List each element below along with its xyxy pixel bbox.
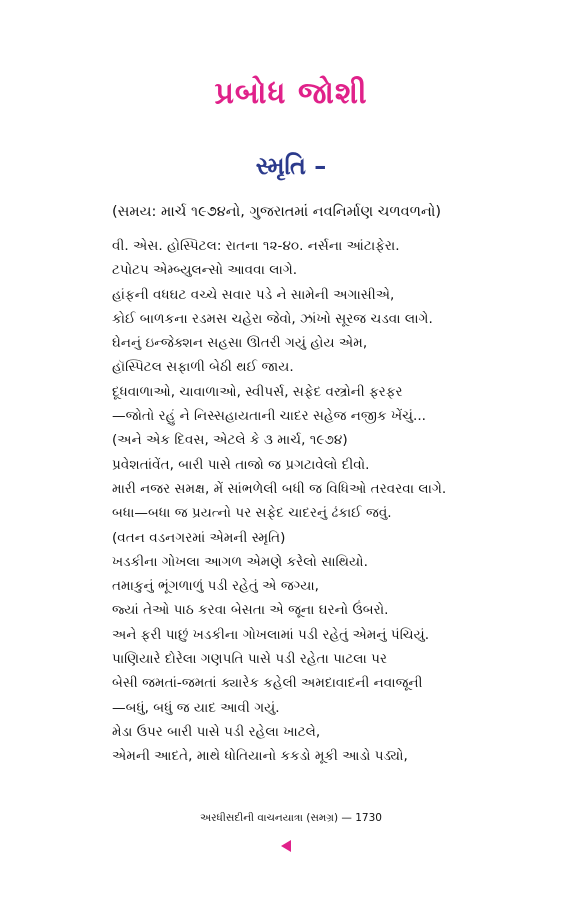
poem-line: ખડકીના ગોખલા આગળ એમણે કરેલો સાથિયો.	[112, 553, 368, 570]
poem-line: કોઈ બાળકના રડમસ ચહેરા જેવો, ઝાંખો સૂરજ ચડવા લાગે.	[112, 310, 433, 327]
poem-line: બધા—બધા જ પ્રયત્નો પર સફેદ ચાદરનું ઢંકાઈ જવું.	[112, 505, 392, 522]
poem-subtitle: (સમય: માર્ચ ૧૯૭૪નો, ગુજરાતમાં નવનિર્માણ ચળવળનો)	[112, 204, 442, 220]
poem-title: સ્મૃતિ –	[255, 152, 327, 180]
poem-line: મેડા ઉપર બારી પાસે પડી રહેલા ખાટલે,	[112, 723, 321, 740]
triangle-left-icon[interactable]	[281, 840, 291, 852]
poem-line: હૉસ્પિટલ સફાળી બેઠી થઈ જાય.	[112, 359, 294, 376]
poem-line: એમની આદતે, માથે ધોતિયાનો કકડો મૂકી આડો પડ્યો,	[112, 748, 408, 765]
page-footer: અરધીસદીની વાચનયાત્રા (સમગ્ર) — 1730	[200, 812, 382, 824]
poem-line: બેસી જમતાં-જમતાં ક્યારેક કહેલી અમદાવાદની નવાજૂની	[112, 675, 423, 692]
poem-line: મારી નજર સમક્ષ, મેં સાંભળેલી બધી જ વિધિઓ તરવરવા લાગે.	[112, 480, 447, 497]
poem-line: —જોતો રહું ને નિસ્સહાયતાની ચાદર સહેજ નજીક ખેંચું...	[112, 408, 426, 425]
poem-line: પ્રવેશતાંવેંત, બારી પાસે તાજો જ પ્રગટાવેલો દીવો.	[112, 456, 370, 473]
poem-line: દૂધવાળાઓ, ચાવાળાઓ, સ્વીપર્સ, સફેદ વસ્ત્રોની ફરફર	[112, 383, 403, 400]
poem-line: પાણિયારે દોરેલા ગણપતિ પાસે પડી રહેતા પાટલા પર	[112, 651, 388, 668]
poem-line: તમાકુનું ભૂંગળાળું પડી રહેતું એ જગ્યા,	[112, 578, 319, 595]
poem-line: વી. એસ. હોસ્પિટલ: રાતના ૧૨-૪૦. નર્સના આંટાફેરા.	[112, 238, 400, 254]
poem-line: હાંફની વધઘટ વચ્ચે સવાર પડે ને સામેની અગાસીએ,	[112, 286, 395, 303]
poem-line: ઘેનનું ઇન્જેક્શન સહસા ઊતરી ગયું હોય એમ,	[112, 335, 368, 352]
author-name: પ્રબોધ જોશી	[214, 76, 368, 111]
poem-body	[112, 234, 532, 769]
poem-line: (વતન વડનગરમાં એમની સ્મૃતિ)	[112, 529, 286, 546]
poem-line: જ્યાં તેઓ પાઠ કરવા બેસતા એ જૂના ઘરનો ઉંબરો.	[112, 602, 389, 619]
poem-line: —બધું, બધું જ યાદ આવી ગયું.	[112, 699, 280, 716]
poem-line: ટપોટપ એમ્બ્યુલન્સો આવવા લાગે.	[112, 262, 298, 279]
poem-line: અને ફરી પાછું ખડકીના ગોખલામાં પડી રહેતું એમનું પંચિયું.	[112, 626, 430, 643]
poem-line: (અને એક દિવસ, એટલે કે ૩ માર્ચ, ૧૯૭૪)	[112, 432, 348, 449]
